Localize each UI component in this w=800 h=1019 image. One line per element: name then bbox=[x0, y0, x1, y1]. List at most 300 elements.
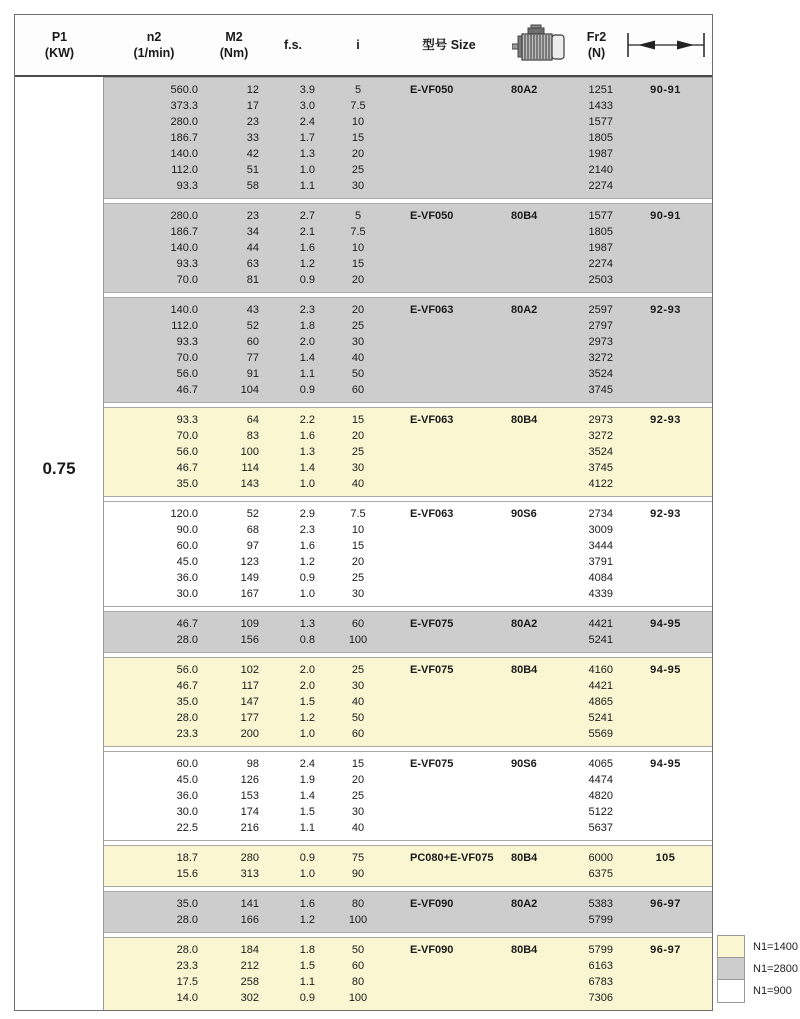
cell-i: 20 bbox=[351, 774, 365, 786]
table-row bbox=[104, 896, 712, 912]
cell-fr2: 4122 bbox=[588, 478, 613, 490]
cell-model bbox=[394, 146, 504, 162]
cell-size: 80B4 bbox=[511, 852, 538, 864]
cell-pages bbox=[619, 350, 712, 366]
cell-pages bbox=[619, 334, 712, 350]
cell-m2: 100 bbox=[240, 446, 259, 458]
cell-i: 5 bbox=[354, 84, 362, 96]
cell-n2: 45.0 bbox=[176, 774, 198, 786]
cell-i: 15 bbox=[351, 758, 365, 770]
cell-model bbox=[394, 632, 504, 648]
cell-model bbox=[394, 538, 504, 554]
cell-size bbox=[504, 224, 574, 240]
cell-size: 80B4 bbox=[511, 210, 538, 222]
cell-pages bbox=[619, 804, 712, 820]
table-row bbox=[104, 272, 712, 288]
cell-model bbox=[394, 334, 504, 350]
cell-size bbox=[504, 334, 574, 350]
cell-fs: 1.2 bbox=[299, 258, 315, 270]
cell-fs: 1.0 bbox=[299, 164, 315, 176]
cell-fr2: 2503 bbox=[588, 274, 613, 286]
cell-pages bbox=[619, 990, 712, 1006]
cell-n2: 28.0 bbox=[176, 634, 198, 646]
cell-fr2: 6163 bbox=[588, 960, 613, 972]
col-header-n2: n2 (1/min) bbox=[133, 29, 175, 60]
cell-model bbox=[394, 586, 504, 602]
cell-i: 40 bbox=[351, 478, 365, 490]
cell-size: 80A2 bbox=[511, 84, 538, 96]
cell-size bbox=[504, 586, 574, 602]
cell-i: 25 bbox=[351, 320, 365, 332]
cell-n2: 93.3 bbox=[176, 336, 198, 348]
cell-m2: 77 bbox=[246, 352, 259, 364]
cell-fs: 2.4 bbox=[299, 116, 315, 128]
dimension-arrow-icon bbox=[619, 27, 712, 63]
cell-fr2: 3524 bbox=[588, 368, 613, 380]
cell-model: E-VF090 bbox=[410, 898, 454, 910]
cell-size bbox=[504, 382, 574, 398]
table-row bbox=[104, 522, 712, 538]
cell-i: 40 bbox=[351, 696, 365, 708]
cell-m2: 104 bbox=[240, 384, 259, 396]
cell-size bbox=[504, 366, 574, 382]
cell-m2: 114 bbox=[241, 462, 259, 474]
cell-pages: 92-93 bbox=[650, 508, 681, 520]
col-header-m2: M2 (Nm) bbox=[219, 29, 249, 60]
cell-model bbox=[394, 428, 504, 444]
row-group bbox=[104, 845, 712, 887]
table-row bbox=[104, 334, 712, 350]
cell-model bbox=[394, 240, 504, 256]
cell-fr2: 5799 bbox=[588, 914, 613, 926]
cell-pages bbox=[619, 678, 712, 694]
cell-fr2: 2597 bbox=[588, 304, 613, 316]
cell-m2: 12 bbox=[246, 84, 259, 96]
cell-pages bbox=[619, 146, 712, 162]
cell-fr2: 3524 bbox=[588, 446, 613, 458]
table-row bbox=[104, 820, 712, 836]
cell-n2: 56.0 bbox=[176, 446, 198, 458]
table-row bbox=[104, 178, 712, 194]
table-row bbox=[104, 302, 712, 318]
cell-fs: 0.9 bbox=[299, 572, 315, 584]
cell-m2: 153 bbox=[240, 790, 259, 802]
cell-model bbox=[394, 772, 504, 788]
cell-pages bbox=[619, 694, 712, 710]
cell-size bbox=[504, 710, 574, 726]
cell-i: 20 bbox=[351, 556, 365, 568]
cell-fr2: 2973 bbox=[588, 336, 613, 348]
row-group bbox=[104, 751, 712, 841]
cell-model: E-VF090 bbox=[410, 944, 454, 956]
table-row bbox=[104, 412, 712, 428]
table-row bbox=[104, 866, 712, 882]
cell-model bbox=[394, 958, 504, 974]
cell-fs: 2.4 bbox=[299, 758, 315, 770]
cell-size bbox=[504, 350, 574, 366]
table-row bbox=[104, 662, 712, 678]
table-row bbox=[104, 788, 712, 804]
cell-m2: 167 bbox=[240, 588, 259, 600]
table-row bbox=[104, 476, 712, 492]
cell-i: 30 bbox=[351, 680, 365, 692]
cell-size bbox=[504, 130, 574, 146]
cell-fr2: 2797 bbox=[588, 320, 613, 332]
cell-fs: 1.5 bbox=[299, 806, 315, 818]
cell-m2: 91 bbox=[246, 368, 259, 380]
cell-fr2: 4084 bbox=[588, 572, 613, 584]
cell-i: 25 bbox=[351, 572, 365, 584]
cell-size bbox=[504, 460, 574, 476]
cell-i: 25 bbox=[351, 164, 365, 176]
cell-pages bbox=[619, 444, 712, 460]
table-row bbox=[104, 912, 712, 928]
cell-fr2: 2274 bbox=[588, 180, 613, 192]
cell-m2: 43 bbox=[246, 304, 259, 316]
cell-pages bbox=[619, 476, 712, 492]
cell-model: E-VF075 bbox=[410, 664, 454, 676]
cell-n2: 35.0 bbox=[176, 478, 198, 490]
cell-pages bbox=[619, 318, 712, 334]
cell-i: 25 bbox=[351, 664, 365, 676]
cell-i: 30 bbox=[351, 462, 365, 474]
cell-fr2: 3272 bbox=[588, 352, 613, 364]
cell-n2: 112.0 bbox=[171, 164, 198, 176]
cell-fr2: 5637 bbox=[588, 822, 613, 834]
cell-n2: 140.0 bbox=[170, 148, 198, 160]
cell-fr2: 3791 bbox=[588, 556, 613, 568]
cell-fs: 1.2 bbox=[299, 914, 315, 926]
legend-item bbox=[717, 958, 798, 980]
cell-model bbox=[394, 912, 504, 928]
cell-size bbox=[504, 444, 574, 460]
table-row bbox=[104, 98, 712, 114]
table-row bbox=[104, 382, 712, 398]
cell-m2: 184 bbox=[240, 944, 259, 956]
cell-model bbox=[394, 382, 504, 398]
cell-i: 10 bbox=[351, 242, 365, 254]
cell-fr2: 1987 bbox=[588, 242, 613, 254]
cell-fs: 1.6 bbox=[299, 242, 315, 254]
cell-pages bbox=[619, 866, 712, 882]
cell-size: 80B4 bbox=[511, 414, 538, 426]
cell-model bbox=[394, 224, 504, 240]
cell-size bbox=[504, 318, 574, 334]
cell-i: 20 bbox=[351, 304, 365, 316]
cell-n2: 56.0 bbox=[176, 664, 198, 676]
cell-pages bbox=[619, 114, 712, 130]
cell-n2: 280.0 bbox=[170, 116, 198, 128]
cell-fs: 0.9 bbox=[299, 274, 315, 286]
cell-fr2: 6000 bbox=[588, 852, 613, 864]
table-row bbox=[104, 506, 712, 522]
table-row bbox=[104, 990, 712, 1006]
cell-size: 90S6 bbox=[511, 508, 537, 520]
cell-i: 5 bbox=[354, 210, 362, 222]
cell-pages bbox=[619, 586, 712, 602]
cell-size bbox=[504, 178, 574, 194]
cell-pages bbox=[619, 570, 712, 586]
table-row bbox=[104, 208, 712, 224]
cell-m2: 23 bbox=[246, 210, 259, 222]
cell-fs: 2.9 bbox=[299, 508, 315, 520]
table-row bbox=[104, 678, 712, 694]
cell-n2: 140.0 bbox=[170, 242, 198, 254]
cell-fs: 1.1 bbox=[299, 180, 315, 192]
cell-fs: 3.9 bbox=[299, 84, 315, 96]
cell-pages: 90-91 bbox=[650, 210, 681, 222]
cell-pages bbox=[619, 974, 712, 990]
cell-size bbox=[504, 912, 574, 928]
table-header bbox=[15, 15, 712, 77]
cell-fs: 0.9 bbox=[299, 384, 315, 396]
cell-m2: 102 bbox=[240, 664, 259, 676]
cell-size bbox=[504, 476, 574, 492]
cell-i: 100 bbox=[348, 992, 368, 1004]
table-row bbox=[104, 756, 712, 772]
cell-model: PC080+E-VF075 bbox=[410, 852, 494, 864]
cell-fr2: 2734 bbox=[588, 508, 613, 520]
cell-fs: 2.3 bbox=[299, 524, 315, 536]
cell-i: 15 bbox=[351, 414, 365, 426]
cell-fs: 1.7 bbox=[299, 132, 315, 144]
cell-size bbox=[504, 788, 574, 804]
cell-size: 80B4 bbox=[511, 664, 538, 676]
cell-fs: 0.9 bbox=[299, 992, 315, 1004]
cell-pages bbox=[619, 224, 712, 240]
cell-fs: 1.5 bbox=[299, 960, 315, 972]
cell-pages: 92-93 bbox=[650, 304, 681, 316]
cell-pages bbox=[619, 538, 712, 554]
cell-model bbox=[394, 444, 504, 460]
cell-model bbox=[394, 476, 504, 492]
cell-fs: 3.0 bbox=[299, 100, 315, 112]
cell-pages: 94-95 bbox=[650, 758, 681, 770]
cell-m2: 216 bbox=[240, 822, 259, 834]
cell-model bbox=[394, 522, 504, 538]
cell-i: 10 bbox=[351, 116, 365, 128]
table-row bbox=[104, 318, 712, 334]
cell-model bbox=[394, 366, 504, 382]
cell-n2: 14.0 bbox=[176, 992, 198, 1004]
cell-n2: 17.5 bbox=[176, 976, 198, 988]
cell-pages bbox=[619, 820, 712, 836]
cell-n2: 186.7 bbox=[170, 226, 198, 238]
cell-pages bbox=[619, 130, 712, 146]
cell-n2: 373.3 bbox=[170, 100, 198, 112]
row-group bbox=[104, 203, 712, 293]
cell-n2: 15.6 bbox=[176, 868, 198, 880]
cell-size: 80B4 bbox=[511, 944, 538, 956]
cell-m2: 23 bbox=[246, 116, 259, 128]
cell-m2: 81 bbox=[246, 274, 259, 286]
cell-fr2: 5799 bbox=[588, 944, 613, 956]
cell-model: E-VF075 bbox=[410, 618, 454, 630]
cell-size bbox=[504, 958, 574, 974]
table-row bbox=[104, 772, 712, 788]
cell-model bbox=[394, 162, 504, 178]
cell-i: 60 bbox=[351, 384, 365, 396]
cell-fr2: 1433 bbox=[588, 100, 613, 112]
cell-model bbox=[394, 974, 504, 990]
cell-fr2: 4065 bbox=[588, 758, 613, 770]
cell-i: 20 bbox=[351, 274, 365, 286]
cell-i: 30 bbox=[351, 588, 365, 600]
cell-pages bbox=[619, 98, 712, 114]
cell-m2: 200 bbox=[240, 728, 259, 740]
cell-n2: 140.0 bbox=[170, 304, 198, 316]
cell-size bbox=[504, 726, 574, 742]
cell-i: 7.5 bbox=[350, 508, 366, 520]
cell-fs: 2.3 bbox=[299, 304, 315, 316]
row-group bbox=[104, 891, 712, 933]
cell-fs: 1.1 bbox=[299, 822, 315, 834]
cell-fs: 2.1 bbox=[299, 226, 315, 238]
cell-m2: 117 bbox=[241, 680, 259, 692]
table-row bbox=[104, 130, 712, 146]
cell-size bbox=[504, 522, 574, 538]
cell-model bbox=[394, 866, 504, 882]
cell-m2: 280 bbox=[240, 852, 259, 864]
legend-swatch-yellow bbox=[717, 935, 745, 959]
cell-fs: 1.0 bbox=[299, 478, 315, 490]
cell-fr2: 5122 bbox=[588, 806, 613, 818]
cell-i: 10 bbox=[351, 524, 365, 536]
cell-pages: 92-93 bbox=[650, 414, 681, 426]
table-row bbox=[104, 146, 712, 162]
cell-size: 80A2 bbox=[511, 618, 538, 630]
table-row bbox=[104, 586, 712, 602]
cell-m2: 60 bbox=[246, 336, 259, 348]
cell-size bbox=[504, 804, 574, 820]
cell-fs: 1.6 bbox=[299, 430, 315, 442]
cell-fr2: 6375 bbox=[588, 868, 613, 880]
cell-pages bbox=[619, 958, 712, 974]
cell-fs: 1.4 bbox=[299, 352, 315, 364]
cell-fs: 2.2 bbox=[299, 414, 315, 426]
cell-size bbox=[504, 678, 574, 694]
cell-pages bbox=[619, 726, 712, 742]
cell-i: 50 bbox=[351, 712, 365, 724]
cell-fr2: 4421 bbox=[588, 680, 613, 692]
cell-pages: 94-95 bbox=[650, 618, 681, 630]
cell-fr2: 5383 bbox=[588, 898, 613, 910]
cell-m2: 313 bbox=[240, 868, 259, 880]
col-header-model-size: 型号 Size bbox=[422, 37, 476, 52]
cell-size: 80A2 bbox=[511, 898, 538, 910]
cell-size bbox=[504, 554, 574, 570]
cell-n2: 90.0 bbox=[176, 524, 198, 536]
row-group bbox=[104, 407, 712, 497]
cell-model bbox=[394, 788, 504, 804]
cell-n2: 112.0 bbox=[171, 320, 198, 332]
cell-m2: 42 bbox=[246, 148, 259, 160]
cell-n2: 46.7 bbox=[176, 462, 198, 474]
table-row bbox=[104, 632, 712, 648]
cell-pages: 105 bbox=[655, 852, 676, 864]
cell-n2: 36.0 bbox=[176, 572, 198, 584]
cell-size bbox=[504, 570, 574, 586]
cell-model: E-VF063 bbox=[410, 508, 454, 520]
cell-i: 40 bbox=[351, 822, 365, 834]
cell-model: E-VF063 bbox=[410, 414, 454, 426]
cell-pages bbox=[619, 710, 712, 726]
cell-pages: 90-91 bbox=[650, 84, 681, 96]
cell-n2: 35.0 bbox=[176, 898, 198, 910]
cell-model: E-VF050 bbox=[410, 210, 454, 222]
cell-size bbox=[504, 428, 574, 444]
cell-fr2: 2274 bbox=[588, 258, 613, 270]
cell-i: 40 bbox=[351, 352, 365, 364]
cell-pages bbox=[619, 428, 712, 444]
cell-fs: 1.6 bbox=[299, 898, 315, 910]
row-group bbox=[104, 937, 712, 1010]
cell-fs: 1.0 bbox=[299, 588, 315, 600]
cell-fs: 2.0 bbox=[299, 664, 315, 676]
cell-m2: 34 bbox=[246, 226, 259, 238]
cell-n2: 560.0 bbox=[170, 84, 198, 96]
table-row bbox=[104, 942, 712, 958]
cell-i: 100 bbox=[348, 634, 368, 646]
cell-m2: 98 bbox=[246, 758, 259, 770]
cell-i: 15 bbox=[351, 132, 365, 144]
cell-i: 25 bbox=[351, 446, 365, 458]
legend-label: N1=2800 bbox=[753, 963, 798, 975]
table-body bbox=[104, 77, 712, 1010]
cell-pages bbox=[619, 382, 712, 398]
cell-model bbox=[394, 460, 504, 476]
cell-fr2: 3745 bbox=[588, 462, 613, 474]
cell-m2: 258 bbox=[240, 976, 259, 988]
table-row bbox=[104, 444, 712, 460]
cell-fs: 1.6 bbox=[299, 540, 315, 552]
cell-size bbox=[504, 772, 574, 788]
cell-m2: 302 bbox=[240, 992, 259, 1004]
col-header-fr2: Fr2 (N) bbox=[586, 29, 607, 60]
cell-m2: 141 bbox=[240, 898, 259, 910]
cell-size bbox=[504, 820, 574, 836]
table-row bbox=[104, 958, 712, 974]
cell-i: 30 bbox=[351, 180, 365, 192]
cell-fr2: 1987 bbox=[588, 148, 613, 160]
cell-m2: 68 bbox=[246, 524, 259, 536]
cell-fs: 1.8 bbox=[299, 944, 315, 956]
cell-i: 80 bbox=[351, 976, 365, 988]
cell-n2: 280.0 bbox=[170, 210, 198, 222]
cell-pages bbox=[619, 522, 712, 538]
cell-m2: 177 bbox=[240, 712, 259, 724]
table-row bbox=[104, 82, 712, 98]
cell-fs: 1.3 bbox=[299, 148, 315, 160]
cell-size bbox=[504, 162, 574, 178]
cell-fr2: 1577 bbox=[588, 210, 613, 222]
cell-fs: 0.9 bbox=[299, 852, 315, 864]
cell-model bbox=[394, 726, 504, 742]
cell-fs: 1.2 bbox=[299, 556, 315, 568]
cell-m2: 212 bbox=[240, 960, 259, 972]
cell-pages bbox=[619, 256, 712, 272]
cell-m2: 149 bbox=[240, 572, 259, 584]
cell-m2: 52 bbox=[246, 508, 259, 520]
cell-m2: 123 bbox=[240, 556, 259, 568]
cell-m2: 44 bbox=[246, 242, 259, 254]
cell-fs: 1.3 bbox=[299, 618, 315, 630]
cell-fr2: 1805 bbox=[588, 226, 613, 238]
cell-i: 30 bbox=[351, 806, 365, 818]
cell-i: 7.5 bbox=[350, 226, 366, 238]
cell-fr2: 1577 bbox=[588, 116, 613, 128]
table-row bbox=[104, 350, 712, 366]
